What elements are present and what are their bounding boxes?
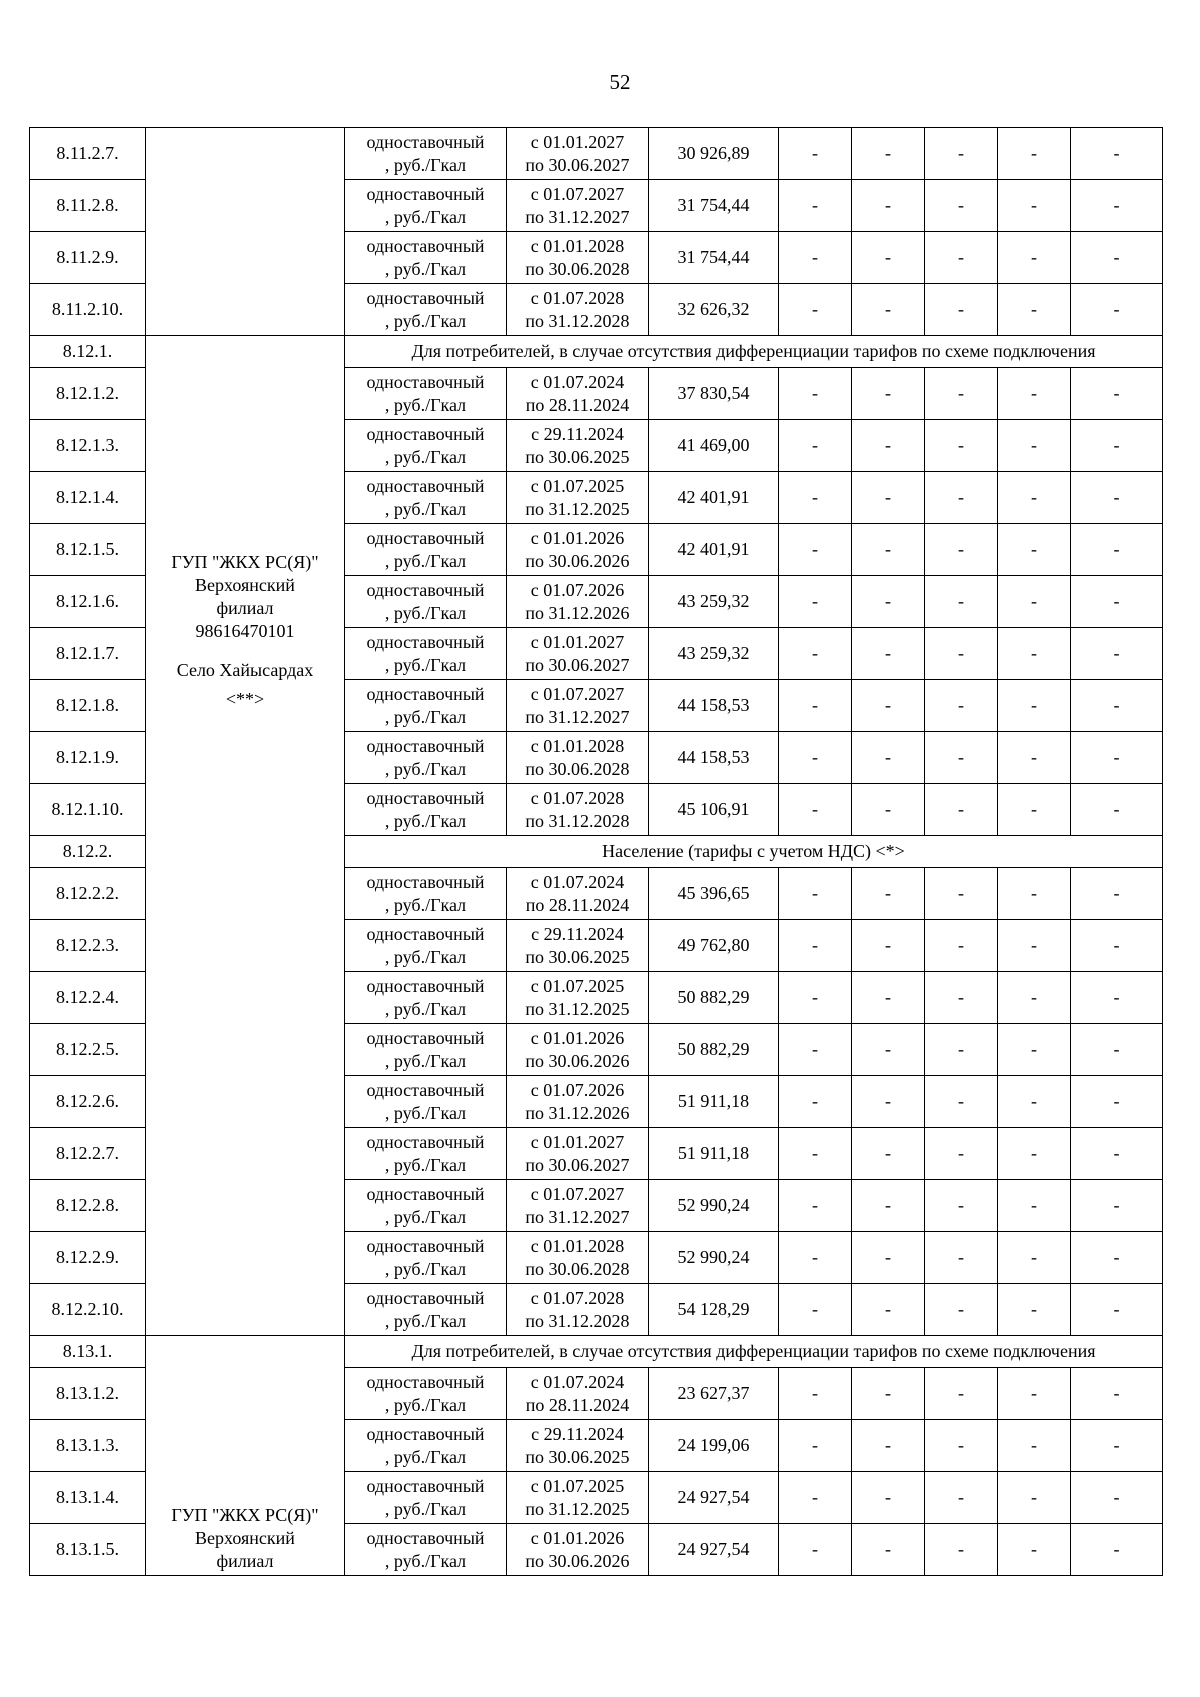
dash-cell: - [852, 680, 925, 732]
dash-cell: - [1071, 972, 1163, 1024]
tariff-type: одноставочный , руб./Гкал [345, 232, 507, 284]
dash-cell: - [1071, 128, 1163, 180]
row-code: 8.11.2.7. [30, 128, 146, 180]
tariff-period: с 01.01.2027 по 30.06.2027 [507, 1128, 649, 1180]
dash-cell: - [779, 524, 852, 576]
tariff-value: 42 401,91 [649, 524, 779, 576]
tariff-type: одноставочный , руб./Гкал [345, 1128, 507, 1180]
dash-cell: - [998, 732, 1071, 784]
tariff-value: 51 911,18 [649, 1128, 779, 1180]
tariff-value: 52 990,24 [649, 1232, 779, 1284]
table-section-row [30, 336, 1163, 368]
dash-cell: - [925, 1472, 998, 1524]
dash-cell: - [925, 628, 998, 680]
dash-cell: - [1071, 576, 1163, 628]
row-code: 8.12.1.6. [30, 576, 146, 628]
dash-cell: - [852, 1284, 925, 1336]
dash-cell: - [1071, 1076, 1163, 1128]
row-code: 8.13.1.2. [30, 1368, 146, 1420]
organization-line: филиал [216, 1551, 274, 1571]
tariff-type: одноставочный , руб./Гкал [345, 1420, 507, 1472]
dash-cell: - [1071, 784, 1163, 836]
dash-cell: - [925, 868, 998, 920]
tariff-type: одноставочный , руб./Гкал [345, 732, 507, 784]
organization-line: <**> [225, 689, 265, 709]
row-code: 8.12.2.8. [30, 1180, 146, 1232]
dash-cell: - [852, 576, 925, 628]
organization-line: ГУП "ЖКХ РС(Я)" [171, 1505, 319, 1525]
dash-cell: - [1071, 524, 1163, 576]
section-header: Для потребителей, в случае отсутствия дифференциации тарифов по схеме подключения [345, 336, 1163, 368]
tariff-period: с 01.07.2024 по 28.11.2024 [507, 1368, 649, 1420]
tariff-value: 31 754,44 [649, 232, 779, 284]
row-code: 8.12.1.8. [30, 680, 146, 732]
dash-cell: - [779, 232, 852, 284]
tariff-type: одноставочный , руб./Гкал [345, 1524, 507, 1576]
dash-cell: - [925, 1180, 998, 1232]
tariff-period: с 01.01.2028 по 30.06.2028 [507, 732, 649, 784]
tariff-value: 51 911,18 [649, 1076, 779, 1128]
dash-cell: - [852, 1232, 925, 1284]
dash-cell: - [852, 472, 925, 524]
organization-line: Село Хайысардах [176, 660, 314, 680]
dash-cell: - [998, 920, 1071, 972]
tariff-type: одноставочный , руб./Гкал [345, 920, 507, 972]
tariff-type: одноставочный , руб./Гкал [345, 1368, 507, 1420]
table-row [30, 128, 1163, 180]
dash-cell: - [998, 472, 1071, 524]
tariff-value: 23 627,37 [649, 1368, 779, 1420]
dash-cell: - [1071, 284, 1163, 336]
dash-cell: - [852, 1128, 925, 1180]
dash-cell: - [925, 368, 998, 420]
dash-cell: - [925, 920, 998, 972]
organization-cell [146, 128, 345, 336]
dash-cell: - [1071, 1420, 1163, 1472]
row-code: 8.12.2.4. [30, 972, 146, 1024]
dash-cell: - [998, 680, 1071, 732]
dash-cell: - [998, 232, 1071, 284]
tariff-period: с 01.07.2028 по 31.12.2028 [507, 1284, 649, 1336]
tariff-value: 30 926,89 [649, 128, 779, 180]
tariff-type: одноставочный , руб./Гкал [345, 524, 507, 576]
tariff-period: с 01.01.2026 по 30.06.2026 [507, 524, 649, 576]
tariff-table [29, 127, 1163, 1576]
dash-cell: - [779, 972, 852, 1024]
tariff-value: 42 401,91 [649, 472, 779, 524]
tariff-period: с 29.11.2024 по 30.06.2025 [507, 920, 649, 972]
dash-cell: - [1071, 1524, 1163, 1576]
tariff-period: с 01.07.2026 по 31.12.2026 [507, 576, 649, 628]
dash-cell: - [852, 1472, 925, 1524]
tariff-period: с 01.07.2028 по 31.12.2028 [507, 784, 649, 836]
dash-cell: - [852, 232, 925, 284]
dash-cell: - [925, 420, 998, 472]
tariff-period: с 01.01.2027 по 30.06.2027 [507, 628, 649, 680]
tariff-period: с 01.07.2028 по 31.12.2028 [507, 284, 649, 336]
dash-cell: - [1071, 232, 1163, 284]
tariff-value: 45 396,65 [649, 868, 779, 920]
dash-cell: - [852, 732, 925, 784]
dash-cell: - [998, 128, 1071, 180]
dash-cell: - [852, 180, 925, 232]
row-code: 8.13.1.5. [30, 1524, 146, 1576]
dash-cell: - [925, 1524, 998, 1576]
row-code: 8.12.2.7. [30, 1128, 146, 1180]
dash-cell: - [1071, 628, 1163, 680]
tariff-type: одноставочный , руб./Гкал [345, 1232, 507, 1284]
tariff-type: одноставочный , руб./Гкал [345, 180, 507, 232]
dash-cell: - [998, 1284, 1071, 1336]
row-code: 8.11.2.9. [30, 232, 146, 284]
row-code: 8.12.2.9. [30, 1232, 146, 1284]
dash-cell: - [779, 1232, 852, 1284]
dash-cell: - [779, 1420, 852, 1472]
tariff-type: одноставочный , руб./Гкал [345, 784, 507, 836]
dash-cell: - [1071, 1368, 1163, 1420]
organization-line: ГУП "ЖКХ РС(Я)" [171, 552, 319, 572]
dash-cell: - [852, 868, 925, 920]
organization-cell [146, 336, 345, 1336]
dash-cell: - [852, 128, 925, 180]
dash-cell: - [925, 1076, 998, 1128]
dash-cell: - [852, 972, 925, 1024]
dash-cell: - [998, 868, 1071, 920]
dash-cell: - [852, 1368, 925, 1420]
tariff-period: с 29.11.2024 по 30.06.2025 [507, 1420, 649, 1472]
tariff-value: 50 882,29 [649, 972, 779, 1024]
tariff-type: одноставочный , руб./Гкал [345, 1180, 507, 1232]
tariff-value: 45 106,91 [649, 784, 779, 836]
dash-cell: - [1071, 1128, 1163, 1180]
dash-cell: - [779, 1128, 852, 1180]
tariff-period: с 01.07.2025 по 31.12.2025 [507, 972, 649, 1024]
tariff-value: 24 927,54 [649, 1472, 779, 1524]
dash-cell: - [1071, 368, 1163, 420]
tariff-value: 54 128,29 [649, 1284, 779, 1336]
dash-cell: - [779, 1076, 852, 1128]
dash-cell: - [925, 524, 998, 576]
row-code: 8.12.1. [30, 336, 146, 368]
dash-cell: - [998, 1524, 1071, 1576]
dash-cell: - [925, 284, 998, 336]
dash-cell: - [852, 920, 925, 972]
tariff-type: одноставочный , руб./Гкал [345, 284, 507, 336]
dash-cell: - [1071, 1180, 1163, 1232]
table-section-row [30, 1336, 1163, 1368]
row-code: 8.12.1.5. [30, 524, 146, 576]
tariff-period: с 01.07.2025 по 31.12.2025 [507, 472, 649, 524]
dash-cell: - [1071, 1472, 1163, 1524]
dash-cell: - [998, 1128, 1071, 1180]
tariff-value: 44 158,53 [649, 732, 779, 784]
dash-cell: - [852, 1076, 925, 1128]
tariff-period: с 01.07.2024 по 28.11.2024 [507, 368, 649, 420]
dash-cell: - [779, 920, 852, 972]
dash-cell: - [925, 576, 998, 628]
tariff-value: 43 259,32 [649, 576, 779, 628]
dash-cell: - [779, 420, 852, 472]
dash-cell: - [779, 628, 852, 680]
row-code: 8.12.2. [30, 836, 146, 868]
row-code: 8.13.1.4. [30, 1472, 146, 1524]
tariff-period: с 01.01.2026 по 30.06.2026 [507, 1024, 649, 1076]
dash-cell: - [925, 784, 998, 836]
tariff-period: с 01.01.2028 по 30.06.2028 [507, 232, 649, 284]
tariff-value: 37 830,54 [649, 368, 779, 420]
tariff-type: одноставочный , руб./Гкал [345, 128, 507, 180]
dash-cell: - [852, 1420, 925, 1472]
dash-cell: - [925, 1232, 998, 1284]
dash-cell: - [779, 472, 852, 524]
organization-line: Верхоянский [195, 575, 295, 595]
row-code: 8.12.1.9. [30, 732, 146, 784]
tariff-type: одноставочный , руб./Гкал [345, 1024, 507, 1076]
dash-cell: - [998, 784, 1071, 836]
dash-cell: - [852, 628, 925, 680]
dash-cell: - [925, 1284, 998, 1336]
dash-cell: - [925, 680, 998, 732]
dash-cell: - [779, 1524, 852, 1576]
tariff-type: одноставочный , руб./Гкал [345, 1284, 507, 1336]
tariff-type: одноставочный , руб./Гкал [345, 868, 507, 920]
dash-cell: - [925, 972, 998, 1024]
tariff-period: с 01.07.2027 по 31.12.2027 [507, 680, 649, 732]
tariff-value: 44 158,53 [649, 680, 779, 732]
row-code: 8.12.1.2. [30, 368, 146, 420]
tariff-type: одноставочный , руб./Гкал [345, 368, 507, 420]
tariff-value: 52 990,24 [649, 1180, 779, 1232]
dash-cell: - [852, 1024, 925, 1076]
dash-cell: - [925, 1368, 998, 1420]
dash-cell: - [998, 284, 1071, 336]
dash-cell: - [1071, 868, 1163, 920]
dash-cell: - [1071, 1024, 1163, 1076]
dash-cell: - [925, 232, 998, 284]
row-code: 8.12.1.3. [30, 420, 146, 472]
row-code: 8.12.2.2. [30, 868, 146, 920]
tariff-period: с 01.07.2026 по 31.12.2026 [507, 1076, 649, 1128]
row-code: 8.11.2.8. [30, 180, 146, 232]
dash-cell: - [925, 1420, 998, 1472]
dash-cell: - [852, 1180, 925, 1232]
dash-cell: - [998, 180, 1071, 232]
tariff-value: 41 469,00 [649, 420, 779, 472]
dash-cell: - [779, 128, 852, 180]
section-header: Для потребителей, в случае отсутствия дифференциации тарифов по схеме подключения [345, 1336, 1163, 1368]
dash-cell: - [925, 1128, 998, 1180]
dash-cell: - [998, 1472, 1071, 1524]
dash-cell: - [779, 1472, 852, 1524]
dash-cell: - [1071, 680, 1163, 732]
tariff-period: с 01.01.2027 по 30.06.2027 [507, 128, 649, 180]
row-code: 8.12.2.3. [30, 920, 146, 972]
dash-cell: - [779, 868, 852, 920]
dash-cell: - [998, 368, 1071, 420]
dash-cell: - [852, 1524, 925, 1576]
tariff-period: с 01.01.2026 по 30.06.2026 [507, 1524, 649, 1576]
dash-cell: - [1071, 472, 1163, 524]
tariff-period: с 01.07.2025 по 31.12.2025 [507, 1472, 649, 1524]
tariff-period: с 01.01.2028 по 30.06.2028 [507, 1232, 649, 1284]
dash-cell: - [779, 1024, 852, 1076]
tariff-type: одноставочный , руб./Гкал [345, 972, 507, 1024]
organization-line: 98616470101 [195, 621, 295, 641]
tariff-value: 49 762,80 [649, 920, 779, 972]
dash-cell: - [998, 420, 1071, 472]
dash-cell: - [852, 368, 925, 420]
tariff-type: одноставочный , руб./Гкал [345, 472, 507, 524]
row-code: 8.12.2.10. [30, 1284, 146, 1336]
dash-cell: - [925, 128, 998, 180]
tariff-type: одноставочный , руб./Гкал [345, 628, 507, 680]
organization-name [146, 336, 344, 711]
dash-cell: - [852, 420, 925, 472]
dash-cell: - [852, 524, 925, 576]
dash-cell: - [779, 784, 852, 836]
tariff-period: с 01.07.2027 по 31.12.2027 [507, 180, 649, 232]
dash-cell: - [779, 368, 852, 420]
row-code: 8.12.1.4. [30, 472, 146, 524]
row-code: 8.12.2.5. [30, 1024, 146, 1076]
tariff-value: 24 199,06 [649, 1420, 779, 1472]
page-number: 52 [609, 70, 631, 94]
dash-cell: - [1071, 920, 1163, 972]
tariff-table-body [30, 128, 1163, 1576]
tariff-type: одноставочный , руб./Гкал [345, 576, 507, 628]
dash-cell: - [998, 1368, 1071, 1420]
section-header: Население (тарифы с учетом НДС) <*> [345, 836, 1163, 868]
row-code: 8.12.1.7. [30, 628, 146, 680]
dash-cell: - [925, 1024, 998, 1076]
tariff-value: 43 259,32 [649, 628, 779, 680]
dash-cell: - [925, 472, 998, 524]
organization-line: Верхоянский [195, 1528, 295, 1548]
tariff-type: одноставочный , руб./Гкал [345, 1472, 507, 1524]
tariff-period: с 01.07.2024 по 28.11.2024 [507, 868, 649, 920]
row-code: 8.13.1. [30, 1336, 146, 1368]
dash-cell: - [1071, 732, 1163, 784]
row-code: 8.13.1.3. [30, 1420, 146, 1472]
organization-cell [146, 1336, 345, 1576]
dash-cell: - [779, 284, 852, 336]
dash-cell: - [1071, 1232, 1163, 1284]
organization-name [146, 1504, 344, 1575]
dash-cell: - [925, 732, 998, 784]
dash-cell: - [779, 1180, 852, 1232]
dash-cell: - [779, 180, 852, 232]
row-code: 8.11.2.10. [30, 284, 146, 336]
dash-cell: - [998, 524, 1071, 576]
dash-cell: - [779, 1284, 852, 1336]
dash-cell: - [998, 972, 1071, 1024]
dash-cell: - [998, 1024, 1071, 1076]
tariff-period: с 29.11.2024 по 30.06.2025 [507, 420, 649, 472]
dash-cell: - [852, 284, 925, 336]
dash-cell: - [998, 628, 1071, 680]
dash-cell: - [779, 1368, 852, 1420]
dash-cell: - [779, 732, 852, 784]
dash-cell: - [1071, 420, 1163, 472]
dash-cell: - [1071, 1284, 1163, 1336]
dash-cell: - [998, 1076, 1071, 1128]
dash-cell: - [925, 180, 998, 232]
tariff-period: с 01.07.2027 по 31.12.2027 [507, 1180, 649, 1232]
tariff-value: 50 882,29 [649, 1024, 779, 1076]
dash-cell: - [998, 576, 1071, 628]
dash-cell: - [998, 1420, 1071, 1472]
dash-cell: - [852, 784, 925, 836]
dash-cell: - [1071, 180, 1163, 232]
row-code: 8.12.2.6. [30, 1076, 146, 1128]
dash-cell: - [779, 576, 852, 628]
dash-cell: - [779, 680, 852, 732]
dash-cell: - [998, 1232, 1071, 1284]
tariff-type: одноставочный , руб./Гкал [345, 1076, 507, 1128]
dash-cell: - [998, 1180, 1071, 1232]
tariff-value: 32 626,32 [649, 284, 779, 336]
tariff-type: одноставочный , руб./Гкал [345, 680, 507, 732]
row-code: 8.12.1.10. [30, 784, 146, 836]
organization-line: филиал [216, 598, 274, 618]
tariff-value: 31 754,44 [649, 180, 779, 232]
tariff-type: одноставочный , руб./Гкал [345, 420, 507, 472]
tariff-value: 24 927,54 [649, 1524, 779, 1576]
